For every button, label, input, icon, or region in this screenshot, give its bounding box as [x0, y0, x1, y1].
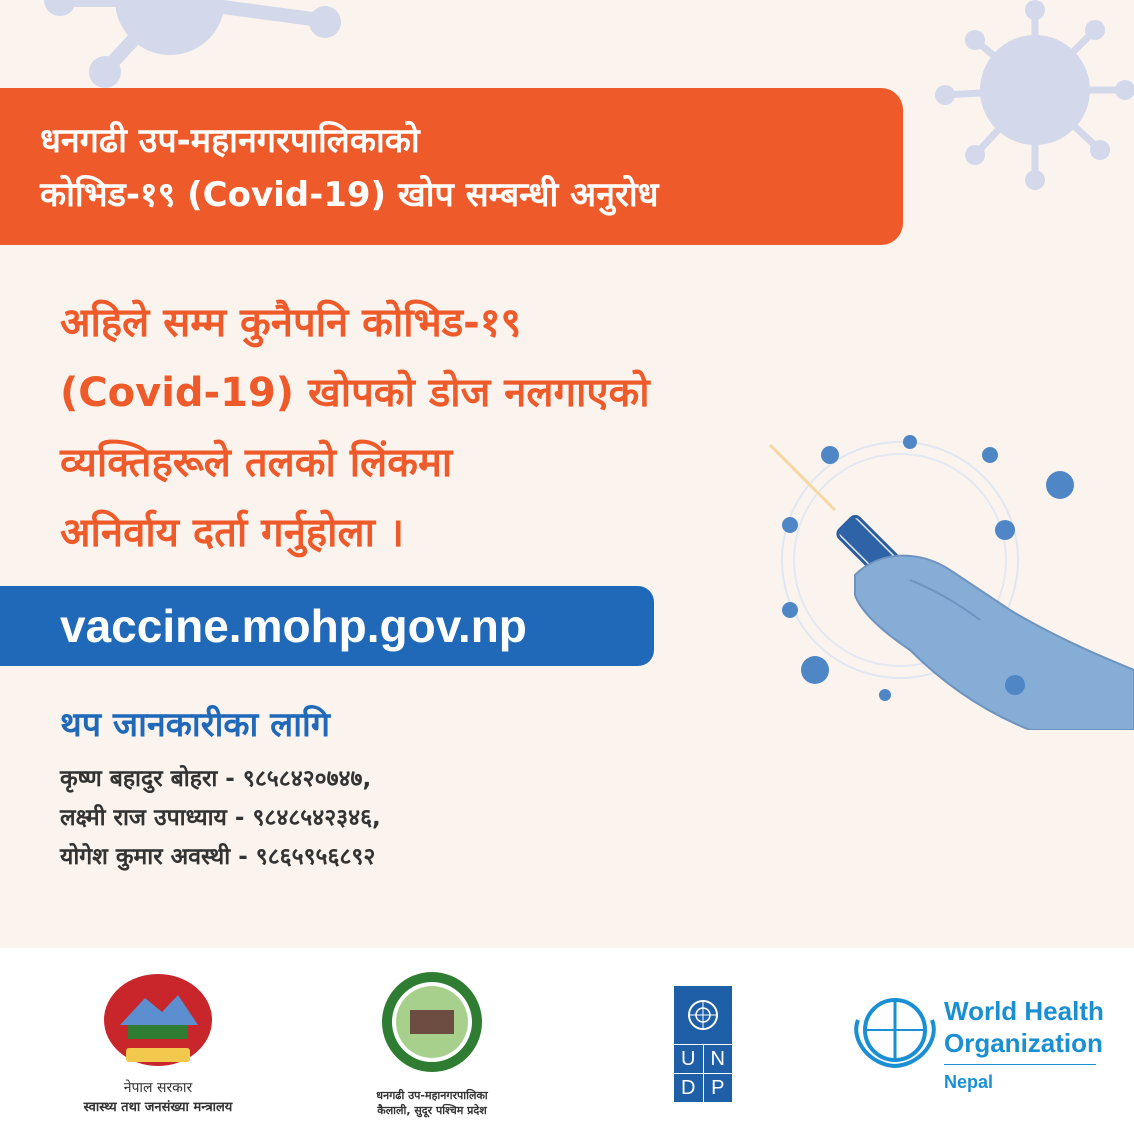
message-line-3: व्यक्तिहरूले तलको लिंकमा — [60, 440, 453, 486]
title-line-1: धनगढी उप-महानगरपालिकाको — [40, 121, 420, 161]
message-line-1: अहिले सम्म कुनैपनि कोभिड-१९ — [60, 300, 522, 346]
more-info-heading: थप जानकारीका लागि — [60, 705, 330, 745]
contact-item: योगेश कुमार अवस्थी - ९८६५९५६८९२ — [60, 844, 376, 870]
who-emblem-icon — [850, 990, 940, 1070]
nepal-emblem-icon — [100, 970, 216, 1070]
undp-letter: U — [674, 1045, 703, 1073]
title-banner — [0, 88, 903, 245]
contact-list — [60, 760, 381, 877]
un-emblem-icon — [674, 986, 732, 1044]
url-banner[interactable] — [0, 586, 654, 666]
contact-item: कृष्ण बहादुर बोहरा - ९८५८४२०७४७, — [60, 766, 372, 792]
vaccine-url-link[interactable]: vaccine.mohp.gov.np — [60, 600, 527, 652]
municipality-caption — [340, 1088, 524, 1118]
undp-logo — [674, 986, 732, 1100]
undp-letter: N — [704, 1045, 733, 1073]
virus-decoration-top-left-icon — [20, 0, 360, 90]
title-line-2: कोभिड-१९ (Covid-19) खोप सम्बन्धी अनुरोध — [40, 175, 659, 215]
gov-caption-line-2: स्वास्थ्य तथा जनसंख्या मन्त्रालय — [83, 1100, 233, 1115]
who-name-line-1: World Health — [944, 996, 1104, 1026]
virus-decoration-top-right-icon — [925, 0, 1134, 190]
main-message — [60, 288, 780, 568]
contact-item: लक्ष्मी राज उपाध्याय - ९८४८५४२३४६, — [60, 805, 381, 831]
municipality-caption-line-2: कैलाली, सुदूर पश्चिम प्रदेश — [377, 1104, 487, 1117]
who-country: Nepal — [944, 1072, 994, 1092]
municipality-seal-icon — [380, 970, 484, 1074]
message-line-4: अनिर्वाय दर्ता गर्नुहोला । — [60, 510, 405, 556]
undp-letter: D — [674, 1074, 703, 1102]
undp-letter: P — [704, 1074, 733, 1102]
logo-footer — [0, 948, 1134, 1134]
gov-caption-line-1: नेपाल सरकार — [123, 1080, 193, 1096]
message-line-2: (Covid-19) खोपको डोज नलगाएको — [60, 370, 650, 416]
syringe-hand-illustration — [760, 420, 1134, 730]
gov-caption — [50, 1078, 266, 1115]
municipality-caption-line-1: धनगढी उप-महानगरपालिका — [376, 1089, 488, 1102]
who-divider — [944, 1064, 1096, 1065]
who-name-line-2: Organization — [944, 1028, 1103, 1058]
